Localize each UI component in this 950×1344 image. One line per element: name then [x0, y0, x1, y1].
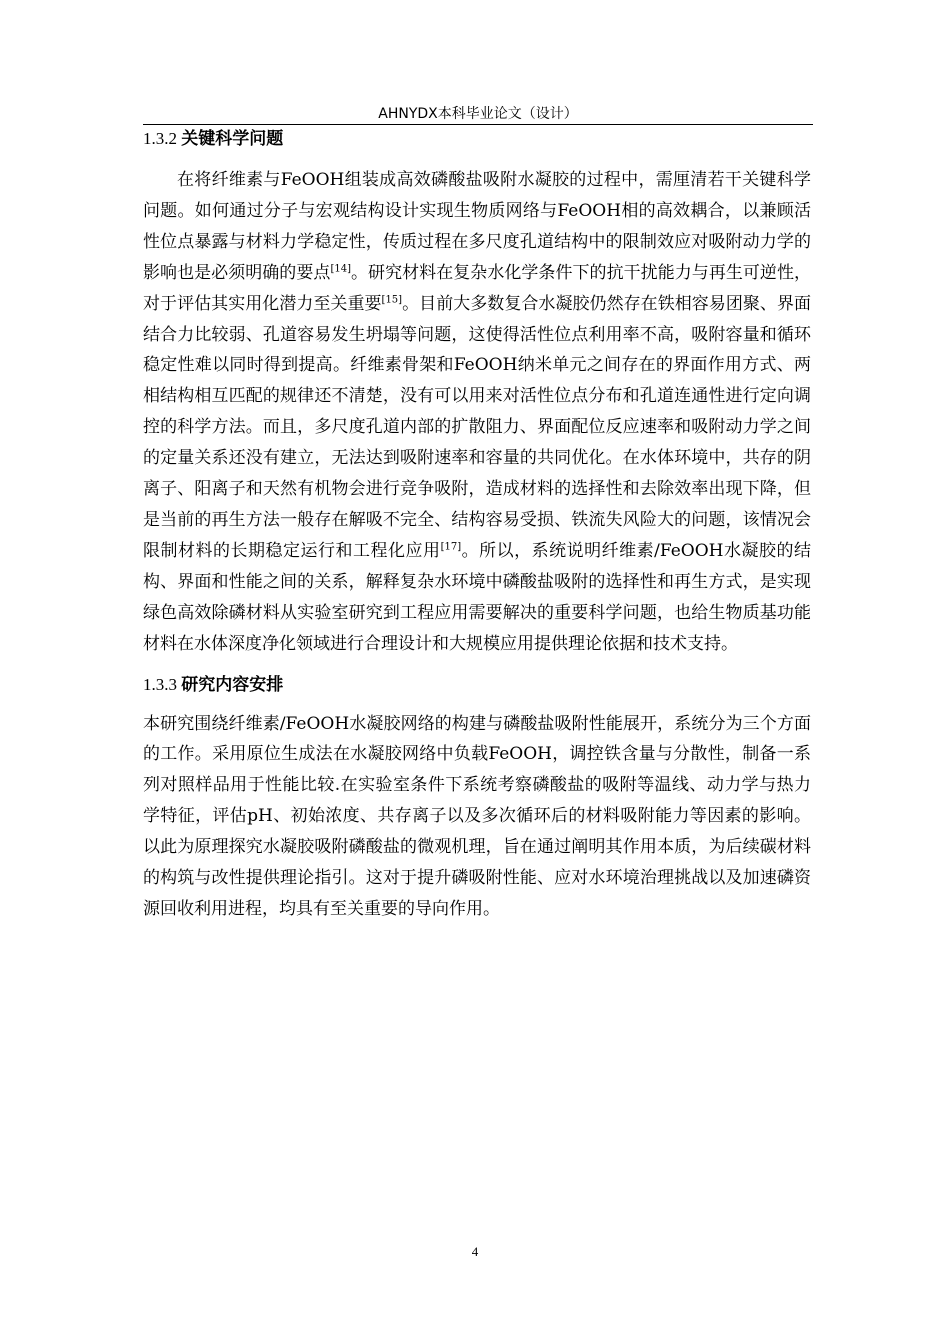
paragraph-text: 。所以，系统说明纤维素/FeOOH水凝胶的结构、界面和性能之间的关系，解释复杂水环境中磷酸盐吸附的选择性和再生方式，是实现绿色高效除磷材料从实验室研究到工程应用需要解决的重要科学问题，也给生物质基功能材料在水体深度净化领域进行合理设计和大规模应用提供理论依据和技术支持。 [143, 540, 812, 654]
body-paragraph-key-questions [143, 165, 811, 660]
section-heading-1-3-3 [143, 672, 811, 698]
citation-14: [14] [330, 263, 351, 275]
paragraph-text: 。研究材料在复杂水化学条件下的抗干扰能力与再生可逆性，对于评估其实用化潜力至关重要 [143, 262, 812, 314]
page-content [143, 126, 811, 925]
page-number: 4 [471, 1244, 479, 1259]
paragraph-text: 。目前大多数复合水凝胶仍然存在铁相容易团聚、界面结合力比较弱、孔道容易发生坍塌等问题，这使得活性位点利用率不高，吸附容量和循环稳定性难以同时得到提高。纤维素骨架和FeOOH纳米单元之间存在的界面作用方式、两相结构相互匹配的规律还不清楚，没有可以用来对活性位点分布和孔道连通性进行定向调控的科学方法。而且，多尺度孔道内部的扩散阻力、界面配位反应速率和吸附动力学之间的定量关系还没有建立，无法达到吸附速率和容量的共同优化。在水体环境中，共存的阴离子、阳离子和天然有机物会进行竞争吸附，造成材料的选择性和去除效率出现下降，但是当前的再生方法一般存在解吸不完全、结构容易受损、铁流失风险大的问题，该情况会限制材料的长期稳定运行和工程化应用 [143, 293, 812, 561]
body-paragraph-research-content [143, 709, 811, 925]
section-title: 研究内容安排 [181, 674, 284, 695]
section-heading-1-3-2 [143, 126, 811, 152]
header-text: AHNYDX本科毕业论文（设计） [378, 106, 578, 122]
section-number: 1.3.2 [143, 129, 182, 148]
citation-15: [15] [381, 293, 403, 305]
citation-17: [17] [440, 541, 462, 553]
section-number: 1.3.3 [143, 674, 182, 694]
paragraph-text: 本研究围绕纤维素/FeOOH水凝胶网络的构建与磷酸盐吸附性能展开，系统分为三个方面的工作。采用原位生成法在水凝胶网络中负载FeOOH，调控铁含量与分散性，制备一系列对照样品用于性能比较.在实验室条件下系统考察磷酸盐的吸附等温线、动力学与热力学特征，评估pH、初始浓度、共存离子以及多次循环后的材料吸附能力等因素的影响。以此为原理探究水凝胶吸附磷酸盐的微观机理，旨在通过阐明其作用本质，为后续碳材料的构筑与改性提供理论指引。这对于提升磷吸附性能、应对水环境治理挑战以及加速磷资源回收利用进程，均具有至关重要的导向作用。 [143, 713, 811, 919]
section-title: 关键科学问题 [181, 129, 284, 149]
paragraph-text: 在将纤维素与FeOOH组装成高效磷酸盐吸附水凝胶的过程中，需厘清若干关键科学问题。如何通过分子与宏观结构设计实现生物质网络与FeOOH相的高效耦合，以兼顾活性位点暴露与材料力学稳定性，传质过程在多尺度孔道结构中的限制效应对吸附动力学的影响也是必须明确的要点 [143, 170, 811, 283]
page-header [143, 104, 813, 125]
